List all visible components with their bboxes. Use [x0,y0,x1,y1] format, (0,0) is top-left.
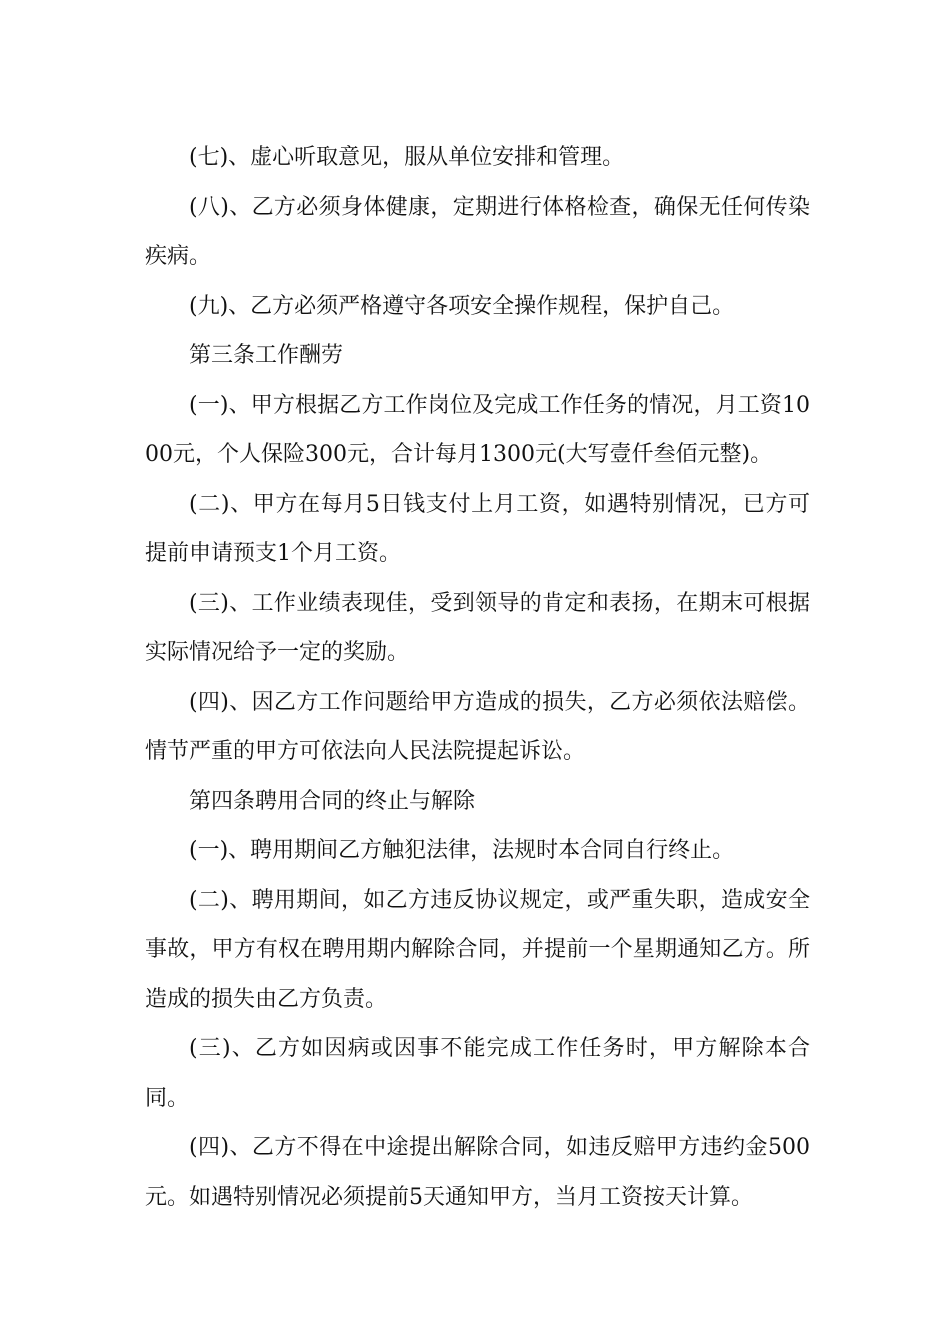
document-body [145,133,810,1222]
clause-7-paragraph: (七)、虚心听取意见，服从单位安排和管理。 [189,145,625,170]
article-3-item-2: (二)、甲方在每月5日钱支付上月工资，如遇特别情况，已方可提前申请预支1个月工资。 [145,491,810,566]
article-3-item-3: (三)、工作业绩表现佳，受到领导的肯定和表扬，在期末可根据实际情况给予一定的奖励。 [145,590,810,665]
article-3-item-4: (四)、因乙方工作问题给甲方造成的损失，乙方必须依法赔偿。情节严重的甲方可依法向人民法院提起诉讼。 [145,689,810,764]
article-4-item-4: (四)、乙方不得在中途提出解除合同，如违反赔甲方违约金500元。如遇特别情况必须提前5天通知甲方，当月工资按天计算。 [145,1135,810,1210]
clause-9-paragraph: (九)、乙方必须严格遵守各项安全操作规程，保护自己。 [189,293,735,319]
article-3-item-1: (一)、甲方根据乙方工作岗位及完成工作任务的情况，月工资1000元，个人保险300元，合计每月1300元(大写壹仟叁佰元整)。 [145,392,810,467]
clause-8-paragraph: (八)、乙方必须身体健康，定期进行体格检查，确保无任何传染疾病。 [145,194,810,269]
article-3-heading: 第三条工作酬劳 [189,343,344,368]
article-4-item-2: (二)、聘用期间，如乙方违反协议规定，或严重失职，造成安全事故，甲方有权在聘用期内解除合同，并提前一个星期通知乙方。所造成的损失由乙方负责。 [145,887,810,1012]
article-4-item-3: (三)、乙方如因病或因事不能完成工作任务时，甲方解除本合同。 [145,1036,810,1111]
article-4-heading: 第四条聘用合同的终止与解除 [189,788,476,814]
article-4-item-1: (一)、聘用期间乙方触犯法律，法规时本合同自行终止。 [189,838,735,863]
